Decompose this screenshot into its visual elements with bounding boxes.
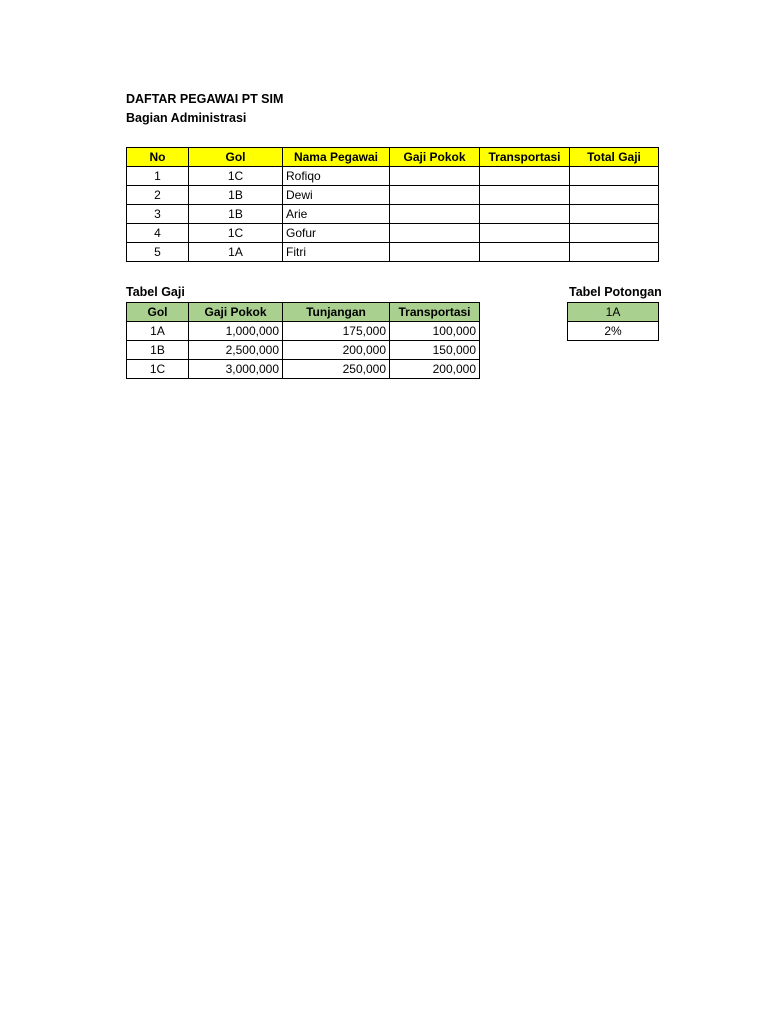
cell-transportasi[interactable]: 150,000: [390, 341, 480, 360]
table-row: [127, 322, 480, 341]
cell-transportasi[interactable]: [480, 186, 570, 205]
cell-gaji-pokok[interactable]: [390, 224, 480, 243]
header-transportasi[interactable]: Transportasi: [480, 148, 570, 167]
header-gol[interactable]: Gol: [127, 303, 189, 322]
cell-no[interactable]: 5: [127, 243, 189, 262]
table-row: [568, 322, 659, 341]
deduction-header-row: [568, 303, 659, 322]
header-total-gaji[interactable]: Total Gaji: [570, 148, 659, 167]
salary-lookup-table: [126, 302, 480, 379]
cell-gol[interactable]: 1C: [189, 224, 283, 243]
cell-no[interactable]: 3: [127, 205, 189, 224]
cell-potongan-value[interactable]: 2%: [568, 322, 659, 341]
cell-total-gaji[interactable]: [570, 205, 659, 224]
header-nama-pegawai[interactable]: Nama Pegawai: [283, 148, 390, 167]
tabel-gaji-label: Tabel Gaji: [126, 285, 185, 299]
cell-transportasi[interactable]: [480, 224, 570, 243]
header-transportasi[interactable]: Transportasi: [390, 303, 480, 322]
cell-gol[interactable]: 1C: [127, 360, 189, 379]
cell-no[interactable]: 4: [127, 224, 189, 243]
cell-nama[interactable]: Dewi: [283, 186, 390, 205]
tabel-potongan-label: Tabel Potongan: [569, 285, 662, 299]
header-gaji-pokok[interactable]: Gaji Pokok: [390, 148, 480, 167]
document-title: DAFTAR PEGAWAI PT SIM: [126, 92, 284, 106]
cell-transportasi[interactable]: [480, 205, 570, 224]
cell-total-gaji[interactable]: [570, 186, 659, 205]
cell-total-gaji[interactable]: [570, 224, 659, 243]
cell-gaji-pokok[interactable]: 1,000,000: [189, 322, 283, 341]
cell-no[interactable]: 1: [127, 167, 189, 186]
table-row: [127, 341, 480, 360]
table-row: [127, 167, 659, 186]
header-no[interactable]: No: [127, 148, 189, 167]
cell-gaji-pokok[interactable]: [390, 205, 480, 224]
document-subtitle: Bagian Administrasi: [126, 111, 247, 125]
header-gaji-pokok[interactable]: Gaji Pokok: [189, 303, 283, 322]
cell-gol[interactable]: 1B: [127, 341, 189, 360]
salary-header-row: [127, 303, 480, 322]
deduction-lookup-table: [567, 302, 659, 341]
cell-gol-header[interactable]: 1A: [568, 303, 659, 322]
table-row: [127, 205, 659, 224]
table-row: [127, 243, 659, 262]
cell-transportasi[interactable]: 200,000: [390, 360, 480, 379]
header-gol[interactable]: Gol: [189, 148, 283, 167]
table-row: [127, 224, 659, 243]
cell-nama[interactable]: Rofiqo: [283, 167, 390, 186]
employee-header-row: [127, 148, 659, 167]
cell-gaji-pokok[interactable]: [390, 186, 480, 205]
table-row: [127, 186, 659, 205]
cell-gol[interactable]: 1A: [189, 243, 283, 262]
cell-gaji-pokok[interactable]: [390, 167, 480, 186]
cell-total-gaji[interactable]: [570, 243, 659, 262]
cell-transportasi[interactable]: 100,000: [390, 322, 480, 341]
cell-gaji-pokok[interactable]: [390, 243, 480, 262]
cell-nama[interactable]: Gofur: [283, 224, 390, 243]
cell-no[interactable]: 2: [127, 186, 189, 205]
employee-table: [126, 147, 659, 262]
header-tunjangan[interactable]: Tunjangan: [283, 303, 390, 322]
table-row: [127, 360, 480, 379]
cell-transportasi[interactable]: [480, 243, 570, 262]
cell-tunjangan[interactable]: 175,000: [283, 322, 390, 341]
cell-gaji-pokok[interactable]: 2,500,000: [189, 341, 283, 360]
cell-gol[interactable]: 1B: [189, 186, 283, 205]
cell-nama[interactable]: Fitri: [283, 243, 390, 262]
cell-total-gaji[interactable]: [570, 167, 659, 186]
cell-nama[interactable]: Arie: [283, 205, 390, 224]
cell-transportasi[interactable]: [480, 167, 570, 186]
cell-gol[interactable]: 1C: [189, 167, 283, 186]
cell-gol[interactable]: 1B: [189, 205, 283, 224]
cell-tunjangan[interactable]: 250,000: [283, 360, 390, 379]
cell-gol[interactable]: 1A: [127, 322, 189, 341]
cell-tunjangan[interactable]: 200,000: [283, 341, 390, 360]
cell-gaji-pokok[interactable]: 3,000,000: [189, 360, 283, 379]
